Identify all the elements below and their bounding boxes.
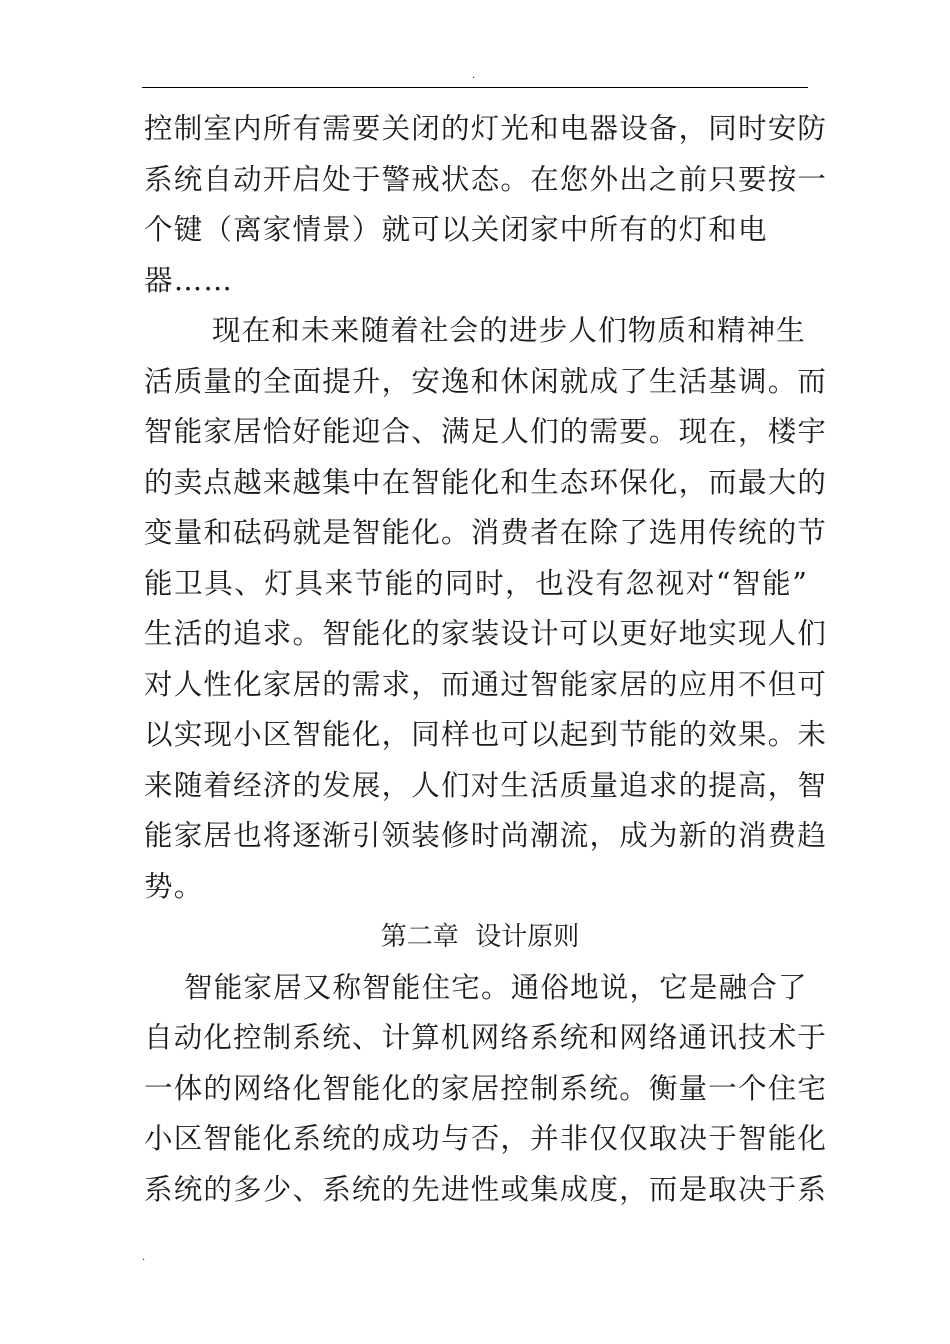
text-line: 系统自动开启处于警戒状态。在您外出之前只要按一 <box>144 162 828 196</box>
header-mark: . <box>472 70 476 81</box>
text-line: 以实现小区智能化，同样也可以起到节能的效果。未 <box>144 718 828 751</box>
text-line: 自动化控制系统、计算机网络系统和网络通讯技术于 <box>144 1021 828 1054</box>
text-line: 对人性化家居的需求，而通过智能家居的应用不但可 <box>144 667 828 701</box>
text-line: 来随着经济的发展，人们对生活质量追求的提高，智 <box>144 768 828 802</box>
text-line: 个键（离家情景）就可以关闭家中所有的灯和电 <box>144 213 768 246</box>
text-line: 一体的网络化智能化的家居控制系统。衡量一个住宅 <box>144 1071 828 1105</box>
footer-mark: . <box>142 1252 146 1263</box>
text-line: 智能家居又称智能住宅。通俗地说，它是融合了 <box>184 970 808 1004</box>
paragraph-1 <box>144 104 828 306</box>
text-line: 控制室内所有需要关闭的灯光和电器设备，同时安防 <box>144 112 828 145</box>
chapter-heading: 第二章 设计原则 <box>380 922 580 952</box>
text-line: 系统的多少、系统的先进性或集成度，而是取决于系 <box>144 1172 828 1206</box>
text-line: 器…… <box>144 263 234 297</box>
text-line: 生活的追求。智能化的家装设计可以更好地实现人们 <box>144 617 828 650</box>
text-line: 势。 <box>144 869 204 903</box>
text-line: 活质量的全面提升，安逸和休闲就成了生活基调。而 <box>144 364 828 398</box>
text-line: 的卖点越来越集中在智能化和生态环保化，而最大的 <box>144 465 828 499</box>
text-line: 现在和未来随着社会的进步人们物质和精神生 <box>212 314 807 347</box>
text-line: 能家居也将逐渐引领装修时尚潮流，成为新的消费趋 <box>144 819 828 852</box>
text-line: 变量和砝码就是智能化。消费者在除了选用传统的节 <box>144 516 828 549</box>
paragraph-2 <box>144 306 828 912</box>
page-body <box>144 104 828 1215</box>
text-line: 智能家居恰好能迎合、满足人们的需要。现在，楼宇 <box>144 415 828 448</box>
header-rule <box>142 87 808 88</box>
text-line: 小区智能化系统的成功与否，并非仅仅取决于智能化 <box>144 1122 828 1155</box>
paragraph-3 <box>144 963 828 1216</box>
text-line: 能卫具、灯具来节能的同时，也没有忽视对“智能” <box>144 566 808 600</box>
